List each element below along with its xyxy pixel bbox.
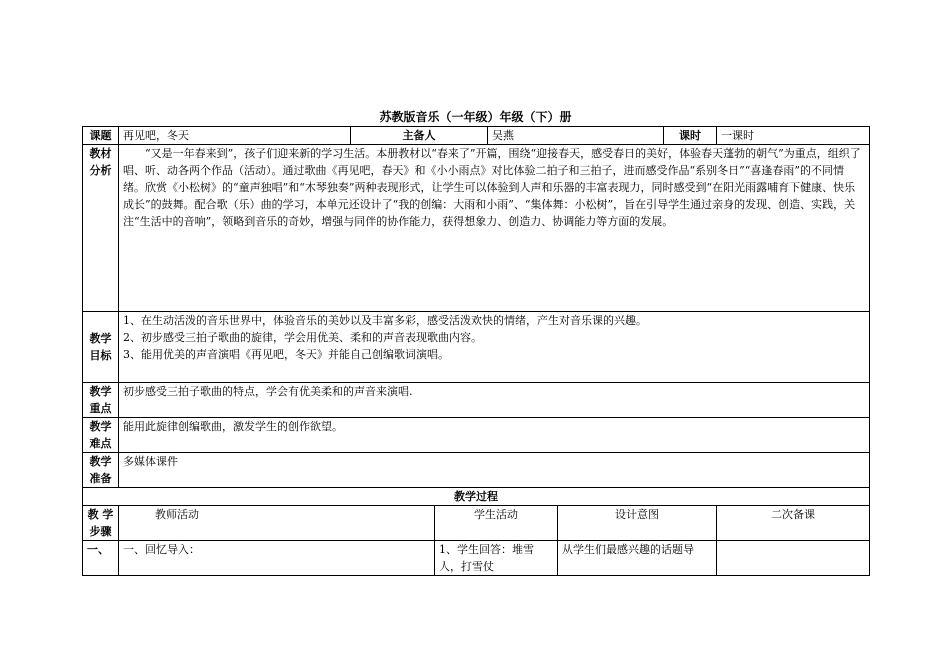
preparer-label: 主备人 (351, 127, 488, 145)
process-heading: 教学过程 (83, 488, 870, 506)
difficulty-row (83, 418, 870, 453)
analysis-row (83, 145, 870, 312)
goals-list (119, 312, 870, 383)
goal-item: 1、在生动活泼的音乐世界中，体验音乐的美妙以及丰富多彩，感受活泼欢快的情绪，产生对音乐课的兴趣。 (123, 314, 647, 327)
process-heading-row (83, 488, 870, 506)
preparer-value: 吴燕 (488, 127, 664, 145)
document-title: 苏教版音乐（一年级）年级（下）册 (379, 110, 572, 124)
focus-row (83, 383, 870, 418)
analysis-text: “又是一年春来到”，孩子们迎来新的学习生活。本册教材以“春来了”开篇，围绕“迎接春天，感受春日的美好，体验春天蓬勃的朝气”为重点，组织了唱、听、动各两个作品（活动）。通过歌曲《再见吧，春天》和《小小雨点》对比体验二拍子和三拍子，进而感受作品“系别冬日”“喜逢春雨”的不同情绪。欣赏《小松树》的“童声独唱”和“木琴独奏”两种表现形式，让学生可以体验到人声和乐器的丰富表现力，同时感受到“在阳光雨露哺育下健康、快乐成长”的鼓舞。配合歌（乐）曲的学习，本单元还设计了“我的创编：大雨和小雨”、“集体舞：小松树”，旨在引导学生通过亲身的发现、创造、实践，关注“生活中的音响”，领略到音乐的奇妙，增强与同伴的协作能力，获得想象力、创造力、协调能力等方面的发展。 (119, 145, 870, 312)
prep-row (83, 453, 870, 488)
analysis-label: 教材 分析 (83, 145, 119, 312)
teacher-activity-cell: 一、回忆导入： (119, 541, 435, 576)
topic-value: 再见吧，冬天 (119, 127, 351, 145)
intent-column-header: 设计意图 (558, 506, 717, 541)
period-label: 课时 (664, 127, 717, 145)
goals-label: 教学 目标 (83, 312, 119, 383)
student-column-header: 学生活动 (435, 506, 558, 541)
topic-label: 课题 (83, 127, 119, 145)
difficulty-text: 能用此旋律创编歌曲，激发学生的创作欲望。 (119, 418, 870, 453)
second-prep-column-header: 二次备课 (717, 506, 870, 541)
step-cell: 一、 (83, 541, 119, 576)
table-row (83, 541, 870, 576)
period-value: 一课时 (717, 127, 870, 145)
goal-item: 2、初步感受三拍子歌曲的旋律，学会用优美、柔和的声音表现歌曲内容。 (123, 331, 482, 344)
header-row (83, 127, 870, 145)
prep-text: 多媒体课件 (119, 453, 870, 488)
goals-row (83, 312, 870, 383)
student-activity-cell: 1、学生回答：堆雪人，打雪仗 (435, 541, 558, 576)
step-column-label: 教 学 步骤 (83, 506, 119, 541)
goal-item: 3、能用优美的声音演唱《再见吧，冬天》并能自己创编歌词演唱。 (123, 348, 449, 361)
process-columns-row (83, 506, 870, 541)
focus-label: 教学 重点 (83, 383, 119, 418)
design-intent-cell: 从学生们最感兴趣的话题导 (558, 541, 717, 576)
difficulty-label: 教学 难点 (83, 418, 119, 453)
focus-text: 初步感受三拍子歌曲的特点，学会有优美柔和的声音来演唱. (119, 383, 870, 418)
prep-label: 教学 准备 (83, 453, 119, 488)
second-prep-cell (717, 541, 870, 576)
lesson-plan-table (82, 126, 870, 576)
teacher-column-header: 教师活动 (119, 506, 435, 541)
